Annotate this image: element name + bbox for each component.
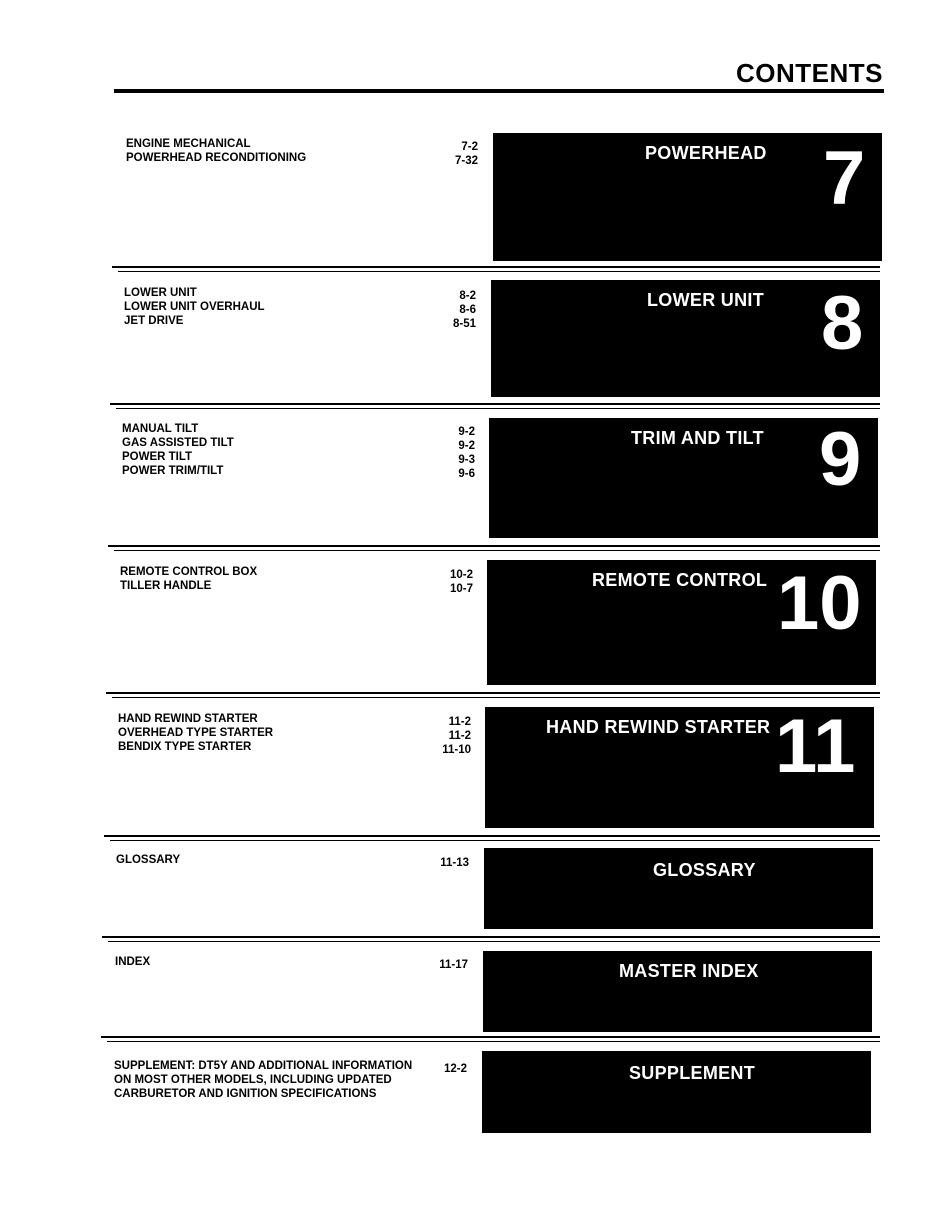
page-number-list <box>428 958 468 972</box>
section-rule-thin <box>107 1041 880 1042</box>
entry-title: POWER TRIM/TILT <box>122 465 224 477</box>
page-number: 11-2 <box>448 730 471 742</box>
entry-title: LOWER UNIT <box>124 287 197 299</box>
page-title: CONTENTS <box>736 58 883 88</box>
title-rule <box>114 89 884 93</box>
entry-list <box>114 1059 412 1101</box>
section-tab <box>491 280 880 397</box>
entry-title: REMOTE CONTROL BOX <box>120 566 258 578</box>
page-number-list <box>429 856 469 870</box>
page-number: 10-7 <box>449 583 473 595</box>
section-tab <box>485 704 874 828</box>
section-rule <box>112 266 880 268</box>
section-number: 11 <box>775 704 856 789</box>
page-number-list <box>427 1062 467 1076</box>
entry-title: SUPPLEMENT: DT5Y AND ADDITIONAL INFORMATION <box>114 1060 413 1072</box>
entry-title: MANUAL TILT <box>122 423 199 435</box>
section-number: 8 <box>821 281 864 366</box>
section-tab <box>482 1051 871 1133</box>
page-number-list <box>436 289 476 331</box>
section-tab <box>493 133 882 261</box>
page-number: 9-3 <box>458 454 475 466</box>
page-number: 7-32 <box>454 155 478 167</box>
section-tab-label: SUPPLEMENT <box>629 1063 756 1083</box>
section-tab-label: GLOSSARY <box>653 860 756 880</box>
page-number-list <box>433 568 473 596</box>
section-rule-thin <box>112 697 880 698</box>
entry-title: POWERHEAD RECONDITIONING <box>126 152 307 164</box>
page-number: 7-2 <box>461 141 478 153</box>
page-number: 12-2 <box>443 1063 467 1075</box>
page-number: 11-10 <box>442 744 471 756</box>
entry-title: POWER TILT <box>122 451 193 463</box>
page-number-list <box>438 140 478 168</box>
section-rule <box>108 545 880 547</box>
page-number: 8-2 <box>459 290 476 302</box>
entry-title: JET DRIVE <box>124 315 184 327</box>
entry-list <box>116 853 180 867</box>
page-number: 9-6 <box>458 468 475 480</box>
section-tab-label: REMOTE CONTROL <box>592 570 768 590</box>
section-tab <box>489 418 878 538</box>
entry-list <box>118 712 273 754</box>
page-number: 9-2 <box>458 440 475 452</box>
section-rule-thin <box>114 550 880 551</box>
entry-list <box>120 565 257 593</box>
entry-title: ENGINE MECHANICAL <box>126 138 251 150</box>
section-tab-label: MASTER INDEX <box>619 961 759 981</box>
section-rule-thin <box>116 408 880 409</box>
entry-title: LOWER UNIT OVERHAUL <box>124 301 265 313</box>
entry-title: GAS ASSISTED TILT <box>122 437 234 449</box>
section-tab-label: LOWER UNIT <box>647 290 764 310</box>
entry-list <box>115 955 150 969</box>
section-rule-thin <box>118 271 880 272</box>
section-tab-label: HAND REWIND STARTER <box>546 717 771 737</box>
entry-title: GLOSSARY <box>116 854 181 866</box>
entry-title: INDEX <box>115 956 151 968</box>
section-tab-label: POWERHEAD <box>645 143 767 163</box>
entry-title: OVERHEAD TYPE STARTER <box>118 727 274 739</box>
entry-list <box>122 422 234 478</box>
page-number-list <box>435 425 475 481</box>
section-rule <box>101 1036 880 1038</box>
page-number-list <box>431 715 471 757</box>
section-rule <box>106 692 880 694</box>
page-number: 11-13 <box>440 857 469 869</box>
entry-title: HAND REWIND STARTER <box>118 713 258 725</box>
entry-title: CARBURETOR AND IGNITION SPECIFICATIONS <box>114 1088 377 1100</box>
section-number: 9 <box>819 417 862 502</box>
section-rule-thin <box>110 840 880 841</box>
section-rule-thin <box>108 941 880 942</box>
entry-title: ON MOST OTHER MODELS, INCLUDING UPDATED <box>114 1074 392 1086</box>
page-number: 11-17 <box>439 959 468 971</box>
section-rule <box>104 835 880 837</box>
section-number: 7 <box>823 136 866 221</box>
entry-list <box>126 137 306 165</box>
entry-list <box>124 286 265 328</box>
page-number: 10-2 <box>449 569 473 581</box>
section-rule <box>102 936 880 938</box>
section-tab <box>483 951 872 1032</box>
page-number: 8-6 <box>459 304 476 316</box>
section-tab-label: TRIM AND TILT <box>631 428 764 448</box>
page-number: 8-51 <box>452 318 476 330</box>
entry-title: TILLER HANDLE <box>120 580 212 592</box>
section-tab <box>487 560 876 685</box>
entry-title: BENDIX TYPE STARTER <box>118 741 252 753</box>
page-number: 11-2 <box>448 716 471 728</box>
section-rule <box>110 403 880 405</box>
section-number: 10 <box>777 561 862 646</box>
section-tab <box>484 848 873 929</box>
page-number: 9-2 <box>458 426 475 438</box>
